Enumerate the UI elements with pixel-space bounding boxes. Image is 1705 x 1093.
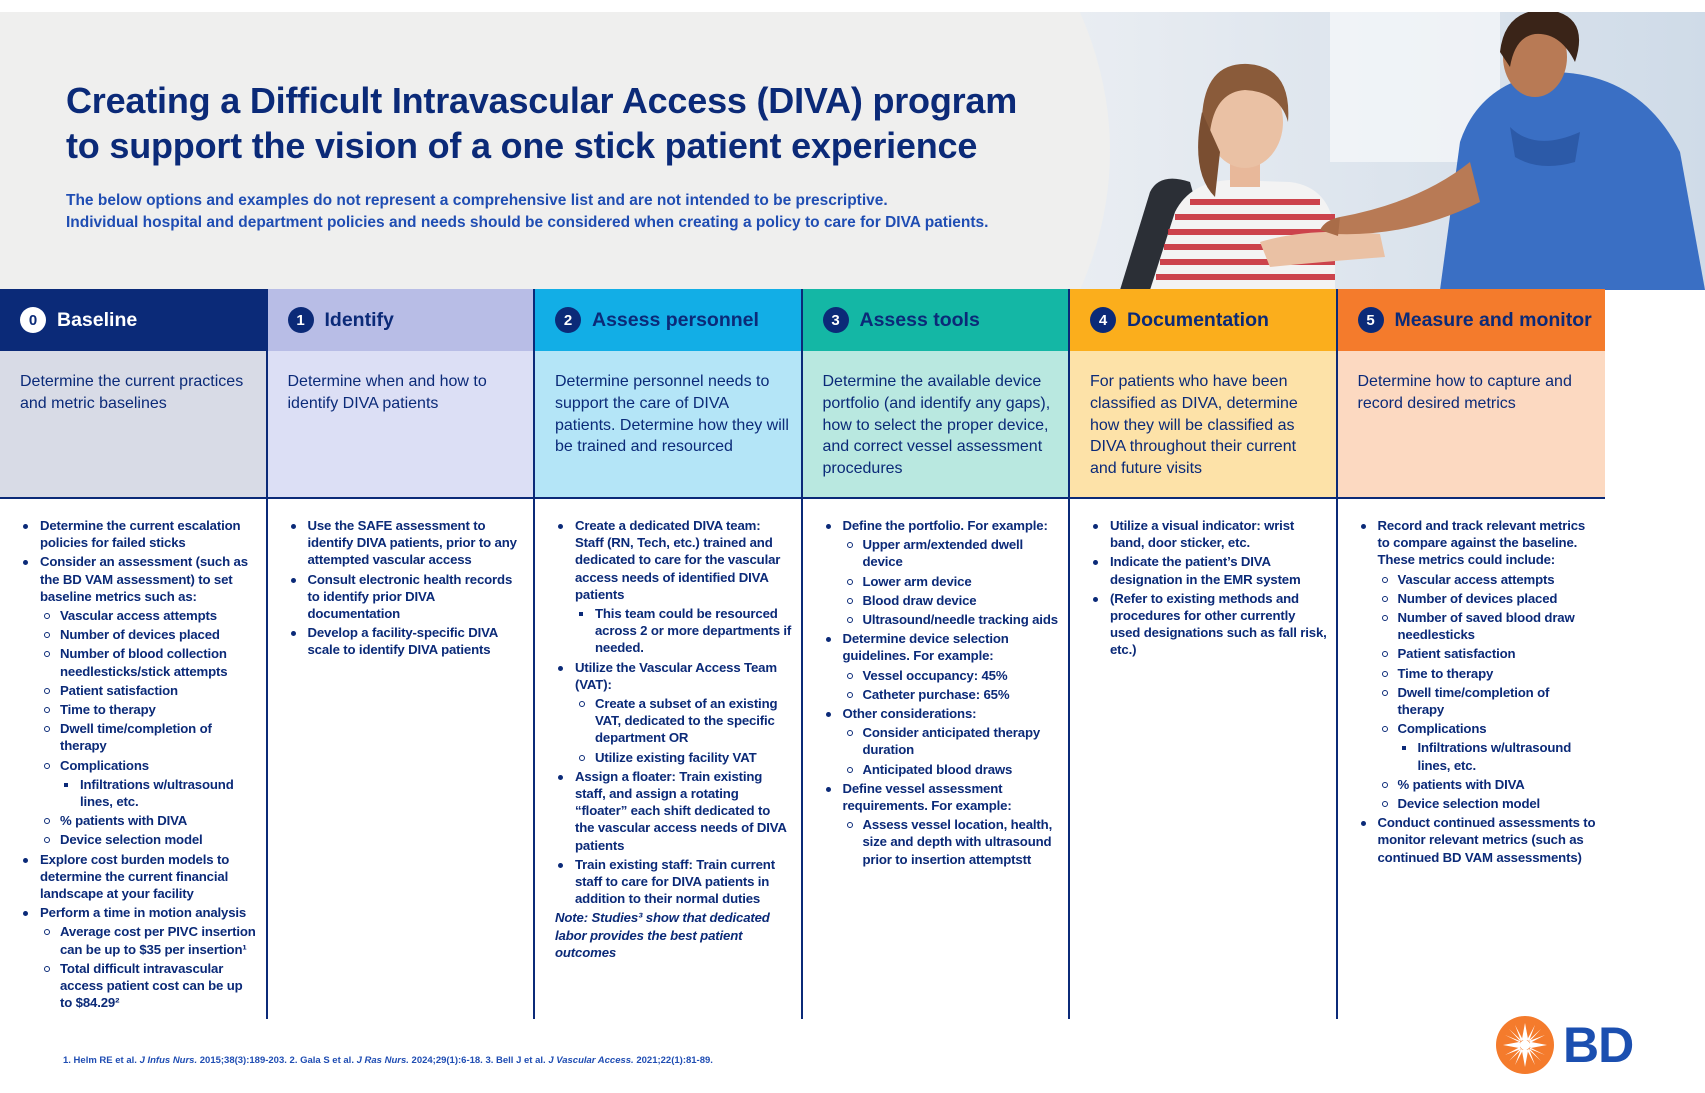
- sub-list-item: [843, 724, 1061, 758]
- step-body: [0, 499, 266, 1011]
- sub-list-item: [40, 701, 258, 718]
- hero-banner: [0, 12, 1705, 290]
- step-subtitle: Determine personnel needs to support the care of DIVA patients. Determine how they will be trained and resourced: [535, 351, 801, 497]
- sub-list-item: [40, 831, 258, 848]
- list-item: [288, 624, 526, 658]
- list-item: [555, 659, 793, 766]
- list-item: [823, 630, 1061, 703]
- sub-list-item: [40, 923, 258, 957]
- list-item-text: Use the SAFE assessment to identify DIVA patients, prior to any attempted vascular access: [307, 518, 517, 568]
- bullet-list: [1090, 517, 1328, 659]
- sub-list: [575, 605, 793, 657]
- sub-list-item-text: Average cost per PIVC insertion can be up to $35 per insertion¹: [60, 924, 256, 957]
- page-title: [66, 78, 1116, 168]
- ref-1-authors: 1. Helm RE et al.: [63, 1055, 137, 1066]
- sub-list-item-text: Time to therapy: [1397, 665, 1494, 681]
- list-item: [1358, 814, 1598, 866]
- sub-list-item: [575, 749, 793, 766]
- sub-list-item-text: Number of devices placed: [60, 627, 220, 643]
- bullet-list: [20, 517, 258, 1011]
- step-title: Documentation: [1127, 308, 1269, 331]
- sub-list-item: [40, 960, 258, 1012]
- hero-text: [66, 78, 1116, 234]
- list-item-text: Train existing staff: Train current staff to care for DIVA patients in addition to their normal duties: [575, 856, 775, 907]
- list-item-text: Define the portfolio. For example:: [842, 518, 1048, 533]
- sub-list-item: [575, 695, 793, 747]
- sub-list: [843, 816, 1061, 868]
- sub-sub-list-item: Infiltrations w/ultrasound lines, etc.: [1398, 739, 1598, 773]
- list-item-text: Determine device selection guidelines. For example:: [842, 631, 1009, 664]
- sub-list-item-text: Vessel occupancy: 45%: [862, 667, 1008, 683]
- sub-sub-list-item: Infiltrations w/ultrasound lines, etc.: [60, 776, 258, 810]
- intro-line-2: Individual hospital and department policies and needs should be considered when creating a policy to care for DIVA patients.: [66, 214, 989, 231]
- list-item: [1090, 517, 1328, 551]
- step-title: Identify: [324, 308, 394, 331]
- sub-list-item: [1378, 590, 1598, 607]
- bullet-list: [555, 517, 793, 907]
- bd-starburst-logo-icon: [1495, 1015, 1555, 1075]
- references-footnote: [63, 1055, 713, 1066]
- sub-list-item: [843, 816, 1061, 868]
- step-note: Note: Studies³ show that dedicated labor provides the best patient outcomes: [555, 910, 770, 960]
- sub-list-item-text: Anticipated blood draws: [862, 761, 1013, 777]
- list-item: [823, 780, 1061, 868]
- sub-list-item-text: Dwell time/completion of therapy: [1397, 684, 1550, 718]
- sub-list-item: [1378, 665, 1598, 682]
- step-column-5: [1338, 289, 1606, 1019]
- step-number-badge: 4: [1090, 307, 1116, 333]
- sub-list-item: [40, 607, 258, 624]
- step-column-1: [268, 289, 536, 1019]
- sub-list-item-text: Time to therapy: [60, 702, 156, 718]
- list-item: [823, 705, 1061, 778]
- sub-list-item-text: Lower arm device: [862, 573, 972, 589]
- list-item-text: Indicate the patient’s DIVA designation in the EMR system: [1110, 554, 1301, 587]
- list-item: [288, 571, 526, 623]
- sub-list-item-text: Dwell time/completion of therapy: [60, 721, 212, 754]
- sub-list-item: [40, 682, 258, 699]
- sub-list-item-text: Ultrasound/needle tracking aids: [862, 612, 1058, 628]
- list-item-text: Assign a floater: Train existing staff, and assign a rotating “floater” each shift dedicated to the vascular access needs of DIVA patients: [575, 768, 787, 853]
- sub-list: [843, 667, 1061, 703]
- sub-list-item: [1378, 795, 1598, 812]
- bd-logo: [1495, 1012, 1665, 1078]
- list-item: [20, 517, 258, 551]
- list-item: [288, 517, 526, 569]
- step-subtitle: For patients who have been classified as DIVA, determine how they will be classified as DIVA throughout their current and future visits: [1070, 351, 1336, 497]
- step-header: [268, 289, 534, 351]
- list-item-text: Explore cost burden models to determine the current financial landscape at your facility: [40, 851, 230, 902]
- list-item-text: Create a dedicated DIVA team: Staff (RN, Tech, etc.) trained and dedicated to care for the vascular access needs of identified DIVA patients: [575, 518, 781, 602]
- bullet-list: [1358, 517, 1598, 866]
- step-subtitle: Determine the available device portfolio (and identify any gaps), how to select the proper device, and correct vessel assessment procedures: [803, 351, 1069, 497]
- sub-list-item-text: % patients with DIVA: [60, 813, 188, 829]
- sub-list-item: [1378, 720, 1598, 774]
- list-item: [1358, 517, 1598, 812]
- step-title: Assess personnel: [592, 308, 759, 331]
- list-item: [555, 768, 793, 854]
- sub-list-item: [1378, 571, 1598, 588]
- sub-list-item: [843, 667, 1061, 684]
- list-item-text: Utilize the Vascular Access Team (VAT):: [575, 659, 777, 692]
- sub-list-item-text: Complications: [60, 757, 149, 773]
- step-number-badge: 2: [555, 307, 581, 333]
- sub-list: [843, 724, 1061, 778]
- step-body: [1338, 499, 1606, 866]
- sub-list-item-text: Utilize existing facility VAT: [595, 749, 757, 765]
- sub-list-item-text: Create a subset of an existing VAT, dedicated to the specific department OR: [595, 696, 778, 746]
- sub-list-item: [40, 812, 258, 829]
- list-item-text: Define vessel assessment requirements. For example:: [842, 780, 1012, 814]
- sub-list-item-text: Patient satisfaction: [1397, 646, 1516, 662]
- sub-list-item-text: Upper arm/extended dwell device: [862, 537, 1024, 570]
- sub-list-item-text: Vascular access attempts: [60, 608, 217, 624]
- title-line-1: Creating a Difficult Intravascular Access (DIVA) program: [66, 80, 1018, 121]
- list-item: [20, 553, 258, 848]
- list-item: [555, 856, 793, 908]
- sub-list-item: [1378, 609, 1598, 643]
- sub-sub-list: [1398, 739, 1598, 773]
- list-item-text: Utilize a visual indicator: wrist band, door sticker, etc.: [1110, 518, 1295, 551]
- list-item-text: Consider an assessment (such as the BD VAM assessment) to set baseline metrics such as:: [40, 554, 248, 604]
- sub-list-item-text: Catheter purchase: 65%: [862, 686, 1010, 702]
- sub-list: [1378, 571, 1598, 813]
- step-header: [0, 289, 266, 351]
- step-number-badge: 3: [823, 307, 849, 333]
- step-column-0: [0, 289, 268, 1019]
- sub-list: [843, 536, 1061, 628]
- title-line-2: to support the vision of a one stick patient experience: [66, 125, 978, 166]
- sub-list: [575, 695, 793, 766]
- sub-list-item: [1378, 776, 1598, 793]
- ref-2-rest: 2024;29(1):6-18. 3. Bell J et al.: [411, 1055, 546, 1066]
- bullet-list: [823, 517, 1061, 868]
- sub-list-item: [1378, 684, 1598, 718]
- step-subtitle: Determine when and how to identify DIVA patients: [268, 351, 534, 497]
- step-title: Assess tools: [859, 308, 980, 331]
- sub-list-item: [40, 645, 258, 679]
- list-item-text: Other considerations:: [842, 706, 977, 722]
- step-body: [803, 499, 1069, 868]
- sub-list-item-text: Patient satisfaction: [60, 682, 178, 698]
- list-item: [1090, 553, 1328, 587]
- step-subtitle: Determine how to capture and record desired metrics: [1338, 351, 1606, 497]
- list-item-text: Perform a time in motion analysis: [40, 905, 247, 921]
- step-body: [1070, 499, 1336, 659]
- list-item-text: Determine the current escalation policies for failed sticks: [40, 518, 241, 551]
- step-column-2: [535, 289, 803, 1019]
- list-item-text: Conduct continued assessments to monitor relevant metrics (such as continued BD VAM assessments): [1377, 815, 1596, 865]
- list-item: [20, 851, 258, 903]
- step-header: [1070, 289, 1336, 351]
- sub-list: [40, 923, 258, 1011]
- step-header: [803, 289, 1069, 351]
- sub-list-item-text: Device selection model: [60, 832, 203, 848]
- step-number-badge: 1: [288, 307, 314, 333]
- program-steps: [0, 289, 1705, 1019]
- sub-list-item-text: Number of blood collection needlesticks/stick attempts: [60, 646, 228, 679]
- sub-list-item-text: Total difficult intravascular access patient cost can be up to $84.29²: [60, 960, 243, 1011]
- list-item: [20, 904, 258, 1011]
- ref-3-journal: J Vascular Access.: [548, 1055, 634, 1066]
- step-number-badge: 5: [1358, 307, 1384, 333]
- step-header: [535, 289, 801, 351]
- step-subtitle: Determine the current practices and metric baselines: [0, 351, 266, 497]
- sub-list-item: [843, 761, 1061, 778]
- sub-list-item-text: Number of devices placed: [1397, 590, 1558, 606]
- step-number-badge: 0: [20, 307, 46, 333]
- sub-list-item: [40, 720, 258, 754]
- sub-list-item-text: Blood draw device: [862, 592, 977, 608]
- sub-list-item: [40, 626, 258, 643]
- hero-photo-nurse-patient: [1080, 12, 1705, 290]
- sub-list-item: [40, 757, 258, 811]
- list-item: [823, 517, 1061, 628]
- step-header: [1338, 289, 1606, 351]
- sub-list-item: [843, 686, 1061, 703]
- list-item-text: (Refer to existing methods and procedures for other currently used designations such as fall risk, etc.): [1110, 590, 1327, 658]
- sub-list-item: [843, 536, 1061, 570]
- list-item-text: Record and track relevant metrics to compare against the baseline. These metrics could include:: [1377, 518, 1586, 568]
- sub-list-item-text: Vascular access attempts: [1397, 571, 1555, 587]
- step-column-3: [803, 289, 1071, 1019]
- intro-text: [66, 190, 1116, 234]
- list-item: [555, 517, 793, 657]
- step-body: [268, 499, 534, 659]
- list-item-text: Consult electronic health records to identify prior DIVA documentation: [307, 571, 513, 622]
- list-item-text: Develop a facility-specific DIVA scale to identify DIVA patients: [307, 625, 498, 658]
- ref-1-journal: J Infus Nurs.: [139, 1055, 198, 1066]
- step-title: Baseline: [57, 308, 138, 331]
- sub-list-item: [843, 592, 1061, 609]
- sub-sub-list: [60, 776, 258, 810]
- list-item: [1090, 590, 1328, 659]
- sub-list-item: This team could be resourced across 2 or more departments if needed.: [575, 605, 793, 657]
- step-column-4: [1070, 289, 1338, 1019]
- sub-list-item-text: Complications: [1397, 721, 1487, 737]
- ref-2-journal: J Ras Nurs.: [356, 1055, 409, 1066]
- ref-3-rest: 2021;22(1):81-89.: [636, 1055, 713, 1066]
- sub-list-item-text: Number of saved blood draw needlesticks: [1397, 610, 1575, 643]
- sub-list-item: [843, 611, 1061, 628]
- sub-list-item-text: Consider anticipated therapy duration: [862, 725, 1041, 758]
- sub-list-item: [1378, 645, 1598, 662]
- step-title: Measure and monitor: [1394, 308, 1592, 331]
- ref-1-rest: 2015;38(3):189-203. 2. Gala S et al.: [199, 1055, 354, 1066]
- sub-list-item: [843, 573, 1061, 590]
- sub-list-item-text: % patients with DIVA: [1397, 776, 1525, 792]
- sub-list-item-text: Device selection model: [1397, 796, 1541, 812]
- sub-list: [40, 607, 258, 849]
- bd-logo-text: BD: [1563, 1017, 1634, 1073]
- sub-list-item-text: Assess vessel location, health, size and depth with ultrasound prior to insertion attemptstt: [862, 817, 1053, 867]
- bullet-list: [288, 517, 526, 659]
- intro-line-1: The below options and examples do not represent a comprehensive list and are not intended to be prescriptive.: [66, 192, 888, 209]
- step-body: [535, 499, 801, 961]
